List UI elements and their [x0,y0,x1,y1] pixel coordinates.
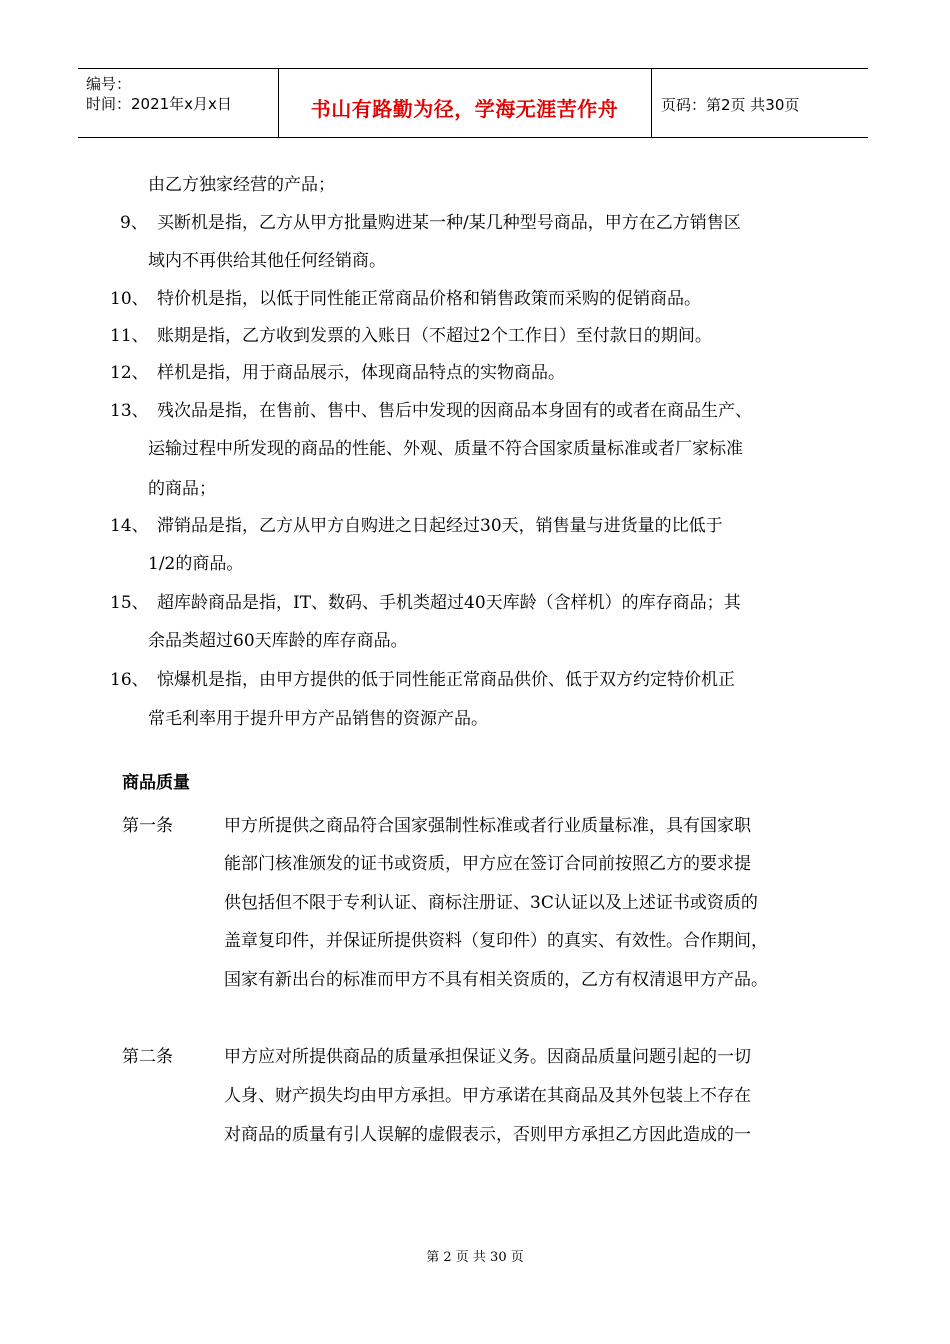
definition-number: 11、 [110,326,149,346]
definition-line: 超库龄商品是指，IT、数码、手机类超过40天库龄（含样机）的库存商品；其 [157,593,741,613]
definition-line: 1/2的商品。 [148,554,244,574]
definition-line: 的商品； [148,479,216,499]
header-motto-cell [278,69,652,137]
definition-number: 9、 [120,213,148,233]
definition-line: 样机是指，用于商品展示，体现商品特点的实物商品。 [157,363,565,383]
article-line: 甲方应对所提供商品的质量承担保证义务。因商品质量问题引起的一切 [224,1047,751,1067]
header-page-cell [651,69,868,137]
definition-line: 域内不再供给其他任何经销商。 [148,251,386,271]
article-line: 甲方所提供之商品符合国家强制性标准或者行业质量标准，具有国家职 [224,816,751,836]
document-number-label: 编号： [86,75,132,93]
page-footer: 第 2 页 共 30 页 [426,1250,524,1265]
definition-line: 残次品是指，在售前、售中、售后中发现的因商品本身固有的或者在商品生产、 [157,401,752,421]
definition-line: 运输过程中所发现的商品的性能、外观、质量不符合国家质量标准或者厂家标准 [148,439,743,459]
definition-line: 惊爆机是指，由甲方提供的低于同性能正常商品供价、低于双方约定特价机正 [157,670,735,690]
article-line: 国家有新出台的标准而甲方不具有相关资质的，乙方有权清退甲方产品。 [224,970,768,990]
definition-line: 特价机是指，以低于同性能正常商品价格和销售政策而采购的促销商品。 [157,289,701,309]
definition-number: 14、 [110,516,149,536]
definition-number: 16、 [110,670,149,690]
header-page-number: 页码：第2页 共30页 [661,96,800,114]
document-date-label: 时间：2021年x月x日 [86,95,232,113]
definition-number: 10、 [110,289,149,309]
definition-line: 余品类超过60天库龄的库存商品。 [148,631,408,651]
article-line: 能部门核准颁发的证书或资质，甲方应在签订合同前按照乙方的要求提 [224,854,751,874]
article-line: 盖章复印件，并保证所提供资料（复印件）的真实、有效性。合作期间， [224,931,768,951]
definition-line: 账期是指，乙方收到发票的入账日（不超过2个工作日）至付款日的期间。 [157,326,712,346]
article-line: 人身、财产损失均由甲方承担。甲方承诺在其商品及其外包装上不存在 [224,1086,751,1106]
article-label: 第一条 [122,816,173,836]
definition-number: 12、 [110,363,149,383]
section-title: 商品质量 [122,773,190,793]
definition-line: 买断机是指，乙方从甲方批量购进某一种/某几种型号商品，甲方在乙方销售区 [157,213,741,233]
definition-number: 13、 [110,401,149,421]
article-line: 供包括但不限于专利认证、商标注册证、3C认证以及上述证书或资质的 [224,893,758,913]
page-header [78,68,868,138]
definition-line: 常毛利率用于提升甲方产品销售的资源产品。 [148,709,488,729]
header-meta-cell [78,69,279,137]
definition-line: 由乙方独家经营的产品； [148,175,335,195]
definition-number: 15、 [110,593,149,613]
article-line: 对商品的质量有引人误解的虚假表示，否则甲方承担乙方因此造成的一 [224,1125,751,1145]
definition-line: 滞销品是指，乙方从甲方自购进之日起经过30天，销售量与进货量的比低于 [157,516,723,536]
article-label: 第二条 [122,1047,173,1067]
header-motto: 书山有路勤为径，学海无涯苦作舟 [310,97,619,121]
